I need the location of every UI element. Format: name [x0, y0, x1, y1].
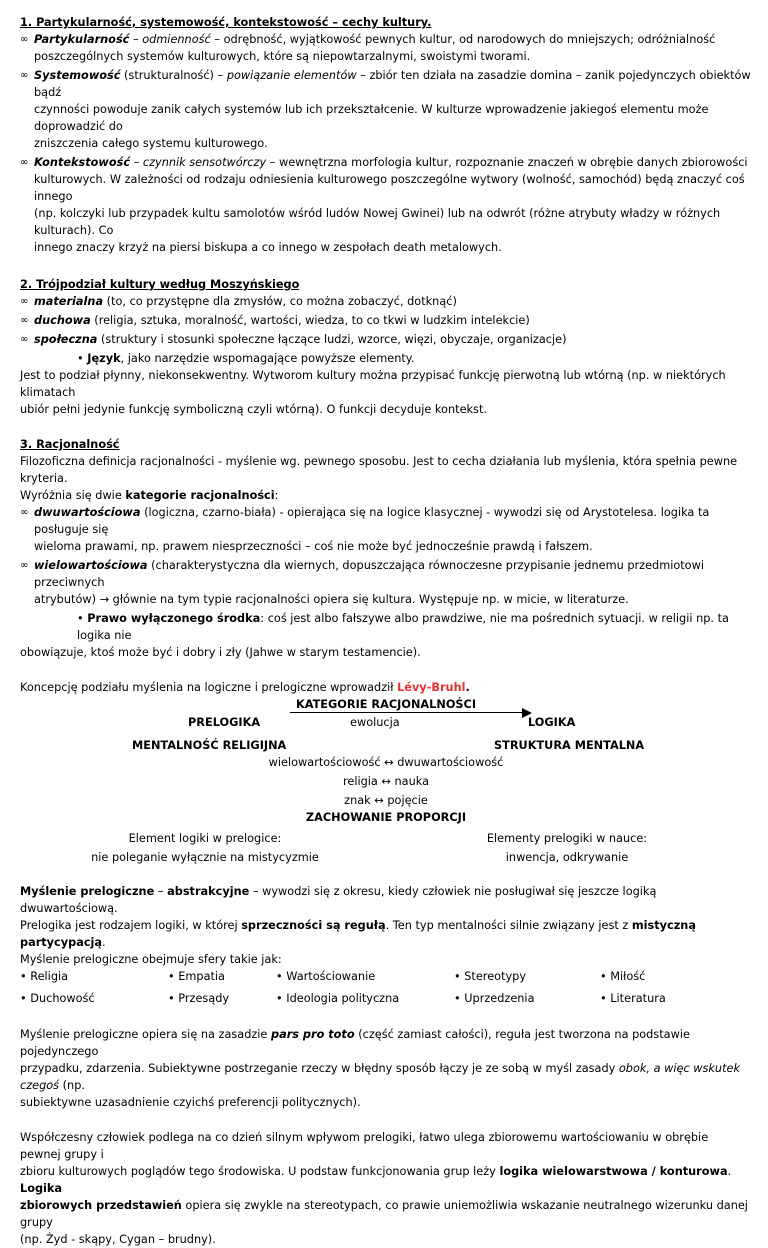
- diagram-line-1: wielowartościowość ↔ dwuwartościowość: [268, 756, 504, 769]
- list-item: • Stereotypy: [454, 970, 527, 983]
- list-item-wielowartosciowa: ∞ wielowartościowa (charakterystyczna dla wiernych, dopuszczająca równoczesne przypisanie jednemu przedmiotowi przeciwnych atrybutów) → głównie na tym typie racjonalności opiera się kultura. Występuje np. w micie, w literaturze.: [20, 559, 704, 606]
- right-caption-1: Elementy prelogiki w nauce:: [486, 832, 648, 845]
- diagram-title: KATEGORIE RACJONALNOŚCI: [295, 698, 477, 711]
- infinity-bullet-icon: ∞: [20, 157, 29, 168]
- section-2-heading: 2. Trójpodział kultury według Moszyńskiego: [20, 278, 300, 291]
- logika-label: LOGIKA: [528, 716, 576, 729]
- paragraph: zbiorowych przedstawień opiera się zwykle na stereotypach, co prawie uniemożliwia wskazanie neutralnego wizerunku danej grupy: [20, 1199, 748, 1229]
- right-caption-2: inwencja, odkrywanie: [505, 851, 629, 864]
- infinity-bullet-icon: ∞: [20, 70, 29, 81]
- section-3-heading: 3. Racjonalność: [20, 438, 120, 451]
- list-item: • Empatia: [168, 970, 225, 983]
- paragraph: Myślenie prelogiczne – abstrakcyjne – wywodzi się z okresu, kiedy człowiek nie posługiwał się jeszcze logiką dwuwartościową.: [20, 885, 657, 915]
- list-item: • Przesądy: [168, 992, 230, 1005]
- paragraph: Prelogika jest rodzajem logiki, w której sprzeczności są regułą. Ten typ mentalności silnie związany jest z mistyczną partycypacją.: [20, 919, 696, 949]
- sub-bullet-jezyk: • Język, jako narzędzie wspomagające powyższe elementy.: [77, 352, 415, 365]
- list-item-duchowa: ∞ duchowa (religia, sztuka, moralność, wartości, wiedza, to co tkwi w ludzkim intelekcie): [20, 314, 530, 327]
- list-item: • Religia: [20, 970, 69, 983]
- paragraph: Współczesny człowiek podlega na co dzień silnym wpływom prelogiki, łatwo ulega zbiorowemu wartościowaniu w obrębie pewnej grupy i: [20, 1131, 709, 1161]
- list-item: • Miłość: [600, 970, 646, 983]
- ewolucja-label: ewolucja: [350, 716, 400, 729]
- paragraph: (np. Żyd - skąpy, Cygan – brudny).: [20, 1233, 216, 1246]
- list-item: • Literatura: [600, 992, 666, 1005]
- struktura-label: STRUKTURA MENTALNA: [494, 739, 645, 752]
- paragraph: Filozoficzna definicja racjonalności - myślenie wg. pewnego sposobu. Jest to cecha działania lub myślenia, która spełnia pewne kryteria.: [20, 455, 738, 485]
- paragraph: przypadku, zdarzenia. Subiektywne postrzeganie rzeczy w błędny sposób łączy je ze sobą w myśl zasady obok, a więc wskutek czegoś (np.: [20, 1062, 741, 1092]
- evolution-arrow-line: [290, 712, 530, 713]
- paragraph: Jest to podział płynny, niekonsekwentny. Wytworom kultury można przypisać funkcję pierwotną lub wtórną (np. w niektórych klimatach: [20, 369, 726, 399]
- section-1-heading: 1. Partykularność, systemowość, kontekstowość – cechy kultury.: [20, 16, 432, 29]
- paragraph: obowiązuje, ktoś może być i dobry i zły (Jahwe w starym testamencie).: [20, 646, 421, 659]
- list-item-partykularnosc: ∞ Partykularność – odmienność – odrębność, wyjątkowość pewnych kultur, od narodowych do mniejszych; odróżnialność poszczególnych systemów kulturowych, które są niepowtarzalnymi, swoistymi tworami.: [20, 33, 716, 63]
- sub-bullet-prawo: • Prawo wyłączonego środka: coś jest albo fałszywe albo prawdziwe, nie ma pośrednich sytuacji. w religii np. ta logika nie: [77, 612, 729, 642]
- prelogika-label: PRELOGIKA: [188, 716, 261, 729]
- paragraph: Myślenie prelogiczne obejmuje sfery takie jak:: [20, 953, 282, 966]
- infinity-bullet-icon: ∞: [20, 34, 29, 45]
- diagram-line-2: religia ↔ nauka: [342, 775, 429, 788]
- paragraph: zbioru kulturowych poglądów tego środowiska. U podstaw funkcjonowania grup leży logika wielowarstwowa / konturowa. Logika: [20, 1165, 732, 1195]
- zachowanie-label: ZACHOWANIE PROPORCJI: [305, 811, 467, 824]
- infinity-bullet-icon: ∞: [20, 315, 29, 326]
- paragraph: ubiór pełni jedynie funkcję symboliczną czyli wtórną). O funkcji decyduje kontekst.: [20, 403, 487, 416]
- list-item-spoleczna: ∞ społeczna (struktury i stosunki społeczne łączące ludzi, wzorce, więzi, obyczaje, organizacje): [20, 333, 567, 346]
- document-page: [20, 14, 752, 1248]
- list-item: • Wartościowanie: [276, 970, 376, 983]
- infinity-bullet-icon: ∞: [20, 334, 29, 345]
- left-caption-1: Element logiki w prelogice:: [128, 832, 282, 845]
- infinity-bullet-icon: ∞: [20, 507, 29, 518]
- left-caption-2: nie poleganie wyłącznie na mistycyzmie: [91, 851, 319, 864]
- levy-bruhl-paragraph: Koncepcję podziału myślenia na logiczne i prelogiczne wprowadził Lévy-Bruhl.: [20, 681, 470, 694]
- infinity-bullet-icon: ∞: [20, 296, 29, 307]
- paragraph: Wyróżnia się dwie kategorie racjonalności:: [20, 489, 279, 502]
- infinity-bullet-icon: ∞: [20, 560, 29, 571]
- diagram-line-3: znak ↔ pojęcie: [344, 794, 428, 807]
- list-item-dwuwartosciowa: ∞ dwuwartościowa (logiczna, czarno-biała) - opierająca się na logice klasycznej - wywodzi się od Arystotelesa. logika ta posługuje się wieloma prawami, np. prawem niesprzeczności – coś nie może być jednocześnie prawdą i fałszem.: [20, 506, 710, 553]
- list-item: • Ideologia polityczna: [276, 992, 400, 1005]
- list-item: • Duchowość: [20, 992, 95, 1005]
- paragraph: Myślenie prelogiczne opiera się na zasadzie pars pro toto (część zamiast całości), reguła jest tworzona na podstawie pojedynczego: [20, 1028, 690, 1058]
- list-item-systemowosc: ∞ Systemowość (strukturalność) – powiązanie elementów – zbiór ten działa na zasadzie domina – zanik pojedynczych obiektów bądź czynności powoduje zanik całych systemów lub ich przekształcenie. W kulturze wprowadzenie jakiegoś elementu może doprowadzić do zniszczenia całego systemu kulturowego.: [20, 69, 751, 150]
- rationality-diagram: [20, 696, 752, 851]
- spheres-row-2: [20, 990, 752, 1012]
- list-item-materialna: ∞ materialna (to, co przystępne dla zmysłów, co można zobaczyć, dotknąć): [20, 295, 457, 308]
- spheres-row-1: [20, 968, 752, 990]
- paragraph: subiektywne uzasadnienie czyichś preferencji politycznych).: [20, 1096, 361, 1109]
- mentalnosc-label: MENTALNOŚĆ RELIGIJNA: [132, 739, 287, 752]
- list-item: • Uprzedzenia: [454, 992, 535, 1005]
- levy-bruhl-name: Lévy-Bruhl: [397, 681, 466, 694]
- list-item-kontekstowosc: ∞ Kontekstowość – czynnik sensotwórczy – wewnętrzna morfologia kultur, rozpoznanie znaczeń w obrębie danych zbiorowości kulturowych. W zależności od rodzaju odniesienia kulturowego poszczególne wytwory (wolność, samochód) będą znaczyć coś innego (np. kolczyki lub przypadek kultu samolotów wśród ludów Nowej Gwinei) lub na odwrót (różne atrybuty władzy w różnych kulturach). Co innego znaczy krzyż na piersi biskupa a co innego w zespołach death metalowych.: [20, 156, 748, 254]
